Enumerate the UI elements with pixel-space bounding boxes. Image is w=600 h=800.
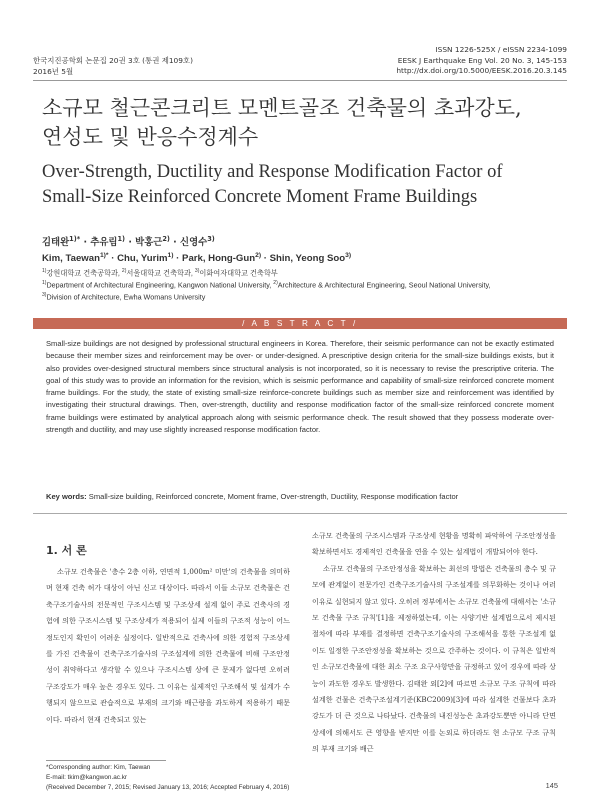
- abstract-banner: / A B S T R A C T /: [33, 318, 567, 329]
- ko-author-affiliation-mark: 1): [117, 234, 126, 243]
- ko-author-affiliation-mark: 3): [207, 234, 215, 243]
- author-separator: ·: [173, 253, 183, 265]
- body-column-right: [312, 528, 556, 758]
- body-column-left: [46, 564, 290, 728]
- affiliation-mark: 1): [42, 268, 47, 274]
- journal-header-left: [33, 56, 193, 77]
- keywords-list: Small-size building, Reinforced concrete, Moment frame, Over-strength, Ductility, Response modification factor: [88, 492, 459, 501]
- abstract-text: Small-size buildings are not designed by professional structural engineers in Korea. Therefore, their seismic performance can not be exactly estimated because their member sizes and reinforcement may be over- or under-designed. A prescriptive design criteria for the small-size buildings exists, but it also provides over-designed structural members since structural analysis is not incorporated, so it is necessary to revise the prescriptive criteria. The goal of this study was to provide an information for the revision, which is seismic performance and capability of small-size reinforced concrete moment frame buildings. For the study, the state of existing small-size reinforce-concrete buildings such as member size and reinforcement was identified by investigating their structural drawings. Then, over-strength, ductility and response modification factor of the small-size reinforced concrete moment frame buildings were estimated by analytical approach along with seismic performance check. The result showed that they possess moderate over-strength and ductility, and may use slightly increased response modification factor.: [46, 339, 554, 435]
- section-title-introduction: 1. 서 론: [46, 544, 87, 557]
- en-author-name: Park, Hong-Gun: [182, 253, 256, 265]
- affiliation-text: Architecture & Architectural Engineering, Seoul National University,: [277, 280, 491, 290]
- en-author-affiliation-mark: 1)*: [99, 252, 109, 259]
- en-author-affiliation-mark: 2): [255, 252, 262, 259]
- affiliations-english-1: [42, 278, 562, 290]
- author-separator: ·: [261, 253, 270, 265]
- author-separator: ·: [108, 253, 118, 265]
- affiliation-text: Department of Architectural Engineering, Kangwon National University,: [46, 280, 274, 290]
- doi-link[interactable]: http://dx.doi.org/10.5000/EESK.2016.20.3.145: [396, 66, 567, 76]
- ko-author-name: 김태완: [42, 237, 70, 248]
- title-en-line-2: Small-Size Reinforced Concrete Moment Frame Buildings: [42, 187, 478, 207]
- affiliation-text: 서울대학교 건축학과,: [126, 268, 195, 278]
- affiliation-mark: 1): [42, 280, 47, 286]
- affiliations-korean: [42, 266, 562, 278]
- affiliation-mark: 2): [121, 268, 127, 274]
- issue-date-ko: 2016년 5월: [33, 66, 74, 76]
- keywords: [46, 491, 554, 502]
- corresponding-name: Kim, Taewan: [112, 764, 151, 771]
- authors-korean: [42, 234, 215, 248]
- intro-paragraph-2: 소규모 건축물의 구조시스템과 구조상세 현황을 명확히 파악하여 구조안정성을 확보하면서도 경제적인 건축물을 연을 수 있는 설계법이 개발되어야 한다.: [312, 531, 556, 557]
- abstract-bottom-rule: [33, 513, 567, 514]
- footnote: [46, 763, 296, 794]
- en-author-affiliation-mark: 1): [167, 252, 174, 259]
- en-author-name: Chu, Yurim: [117, 253, 168, 265]
- ko-author-name: 박홍근: [135, 237, 163, 248]
- title-en-line-1: Over-Strength, Ductility and Response Modification Factor of: [42, 162, 503, 182]
- affiliation-text: 이화여자대학교 건축학부: [199, 268, 278, 278]
- title-english: [42, 160, 572, 210]
- journal-name-ko: 한국지진공학회 논문집 20권 3호 (통권 제109호): [33, 56, 193, 65]
- authors-english: [42, 252, 351, 264]
- affiliation-text: 강원대학교 건축공학과,: [46, 268, 122, 278]
- affiliation-mark: 3): [194, 268, 200, 274]
- author-separator: ·: [125, 237, 136, 248]
- en-author-affiliation-mark: 3): [345, 252, 352, 259]
- affiliation-mark: 3): [42, 292, 47, 298]
- en-author-name: Kim, Taewan: [42, 253, 100, 265]
- corresponding-label: *Corresponding author:: [46, 764, 113, 771]
- keywords-label: Key words:: [46, 492, 87, 501]
- author-email[interactable]: E-mail: tkim@kangwon.ac.kr: [46, 774, 128, 782]
- footnote-rule: [46, 760, 166, 761]
- en-author-name: Shin, Yeong Soo: [269, 253, 346, 265]
- affiliations-english-2: [42, 290, 562, 302]
- title-ko-line-1: 소규모 철근콘크리트 모멘트골조 건축물의 초과강도,: [42, 96, 522, 120]
- author-separator: ·: [80, 237, 91, 248]
- received-dates: (Received December 7, 2015; Revised January 13, 2016; Accepted February 4, 2016): [46, 784, 290, 792]
- journal-name-en: EESK J Earthquake Eng Vol. 20 No. 3, 145-153: [397, 55, 567, 65]
- ko-author-name: 신영수: [180, 237, 208, 248]
- page-number: 145: [545, 781, 558, 790]
- ko-author-affiliation-mark: 1)*: [69, 234, 81, 243]
- affiliation-mark: 2): [273, 280, 278, 286]
- affiliation-text: Division of Architecture, Ewha Womans University: [46, 292, 206, 302]
- intro-paragraph-1: 소규모 건축물은 '층수 2층 이하, 연면적 1,000m² 미만'의 건축물을 의미하며 현재 건축 허가 대상이 아닌 신고 대상이다. 따라서 이들 소규모 건축물은 건축구조기술사의 전문적인 구조시스템 및 구조상세 설계 없이 주로 건축사의 경험에 의한 구조시스템 및 구조상세가 적용되어 실제 이들의 구조적 성능이 어느 정도인지 확인이 어려운 실정이다. 일반적으로 건축사에 의한 경험적 구조상세를 가진 건축물이 건축구조기술사의 구조설계에 의한 건축물에 비해 구조안정성이 취약하다고 생각할 수 있으나 구조시스템 상에 큰 문제가 없다면 오히려 구조강도가 매우 높은 경우도 있다. 그 이유는 실제적인 구조해석 및 설계가 수행되지 않으므로 관습적으로 부재의 크기와 배근량을 과도하게 적용하기 때문이다. 따라서 현재 건축되고 있는: [46, 567, 290, 724]
- author-separator: ·: [169, 237, 181, 248]
- header-rule: [33, 80, 567, 81]
- journal-header-right: [396, 45, 567, 77]
- issn: ISSN 1226-525X / eISSN 2234-1099: [435, 45, 567, 54]
- ko-author-affiliation-mark: 2): [162, 234, 170, 243]
- corresponding-author: [46, 763, 296, 773]
- title-korean: [42, 94, 562, 152]
- intro-paragraph-3: 소규모 건축물의 구조안정성을 확보하는 최선의 방법은 건축물의 층수 및 규모에 관계없이 전문가인 건축구조기술사의 구조설계를 의무화하는 것이나 여러 이유로 실현되지 않고 있다. 오히려 정부에서는 소규모 건축물에 대해서는 '소규모 건축물 구조 규칙'[1]을 제정하였는데, 이는 사양기반 설계법으로서 제시된 절차에 따라 부재를 결정하면 건축구조기술사의 구조해석을 통한 구조설계 없이도 일정한 구조안정성을 확보하는 것으로 간주하는 것이다. 이 규칙은 일반적인 소규모건축물에 대한 최소 구조 요구사항만을 규정하고 있어 경우에 따라 상능이 과도한 경우도 발생한다. 김태완 외[2]에 따르면 소규모 구조 규칙에 따라 설계한 건물은 건축구조설계기준(KBC2009)[3]에 따라 설계한 건물보다 초과강도가 더 큰 것으로 나타났다. 건축물의 내진성능은 초과강도뿐만 아니라 단면상세에 의해서도 큰 영향을 받지만 이를 논외로 하더라도 현 소규모 구조 규칙의 부재 크기와 배근: [312, 563, 556, 754]
- ko-author-name: 추유림: [90, 237, 118, 248]
- title-ko-line-2: 연성도 및 반응수정계수: [42, 125, 259, 149]
